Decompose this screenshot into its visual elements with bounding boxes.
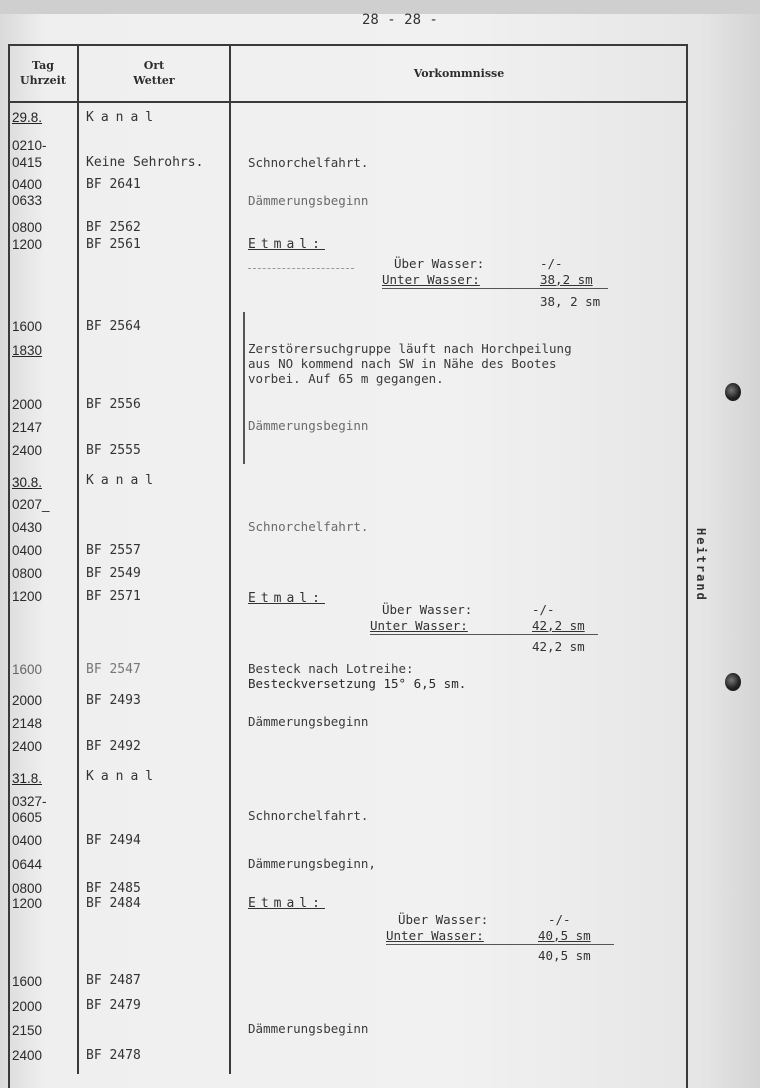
event-cell: Dämmerungsbeginn [248, 1021, 369, 1036]
etmal-heading: Etmal: [248, 237, 325, 252]
table-left-border [8, 44, 10, 1088]
position-cell: BF 2493 [86, 693, 141, 708]
punch-hole [725, 383, 741, 401]
position-cell: BF 2557 [86, 543, 141, 558]
position-cell: Keine Sehrohrs. [86, 155, 204, 170]
etmal-under-label: Unter Wasser: [382, 272, 480, 287]
time-cell: 2400 [12, 443, 43, 458]
event-cell: vorbei. Auf 65 m gegangen. [248, 371, 444, 386]
time-cell: 0415 [12, 155, 43, 170]
time-cell: 0210- [12, 138, 47, 153]
etmal-over-label: Über Wasser: [394, 256, 485, 271]
position-cell: BF 2478 [86, 1048, 141, 1063]
header-tag-uhrzeit [10, 58, 76, 88]
etmal-under-label: Unter Wasser: [370, 618, 468, 633]
header-ort: Ort [143, 59, 165, 72]
position-cell: BF 2479 [86, 998, 141, 1013]
day-location: Kanal [86, 110, 161, 125]
time-cell: 1600 [12, 974, 43, 989]
etmal-over-value: -/- [540, 256, 563, 271]
time-cell: 0207_ [12, 497, 50, 512]
column-divider-2 [229, 44, 231, 1074]
time-cell: 2400 [12, 739, 43, 754]
time-cell: 1600 [12, 319, 43, 334]
table-top-border [8, 44, 688, 46]
etmal-heading: Etmal: [248, 896, 325, 911]
day-date: 30.8. [12, 475, 43, 490]
position-cell: BF 2641 [86, 177, 141, 192]
time-cell: 1200 [12, 589, 43, 604]
margin-bracket [243, 312, 245, 464]
event-cell: Schnorchelfahrt. [248, 519, 369, 534]
time-cell: 0605 [12, 810, 43, 825]
time-cell: 0327- [12, 794, 47, 809]
header-ort-wetter [80, 58, 228, 88]
event-cell: Dämmerungsbeginn [248, 193, 369, 208]
etmal-sum-rule [386, 944, 614, 945]
header-vorkommnisse: Vorkommnisse [413, 67, 505, 80]
time-cell: 1200 [12, 896, 43, 911]
position-cell: BF 2555 [86, 443, 141, 458]
day-date: 29.8. [12, 110, 43, 125]
event-cell: Schnorchelfahrt. [248, 155, 369, 170]
time-cell: 0800 [12, 881, 43, 896]
time-cell: 0400 [12, 833, 43, 848]
position-cell: BF 2561 [86, 237, 141, 252]
position-cell: BF 2547 [86, 662, 141, 677]
etmal-over-value: -/- [548, 912, 571, 927]
position-cell: BF 2562 [86, 220, 141, 235]
table-right-border [686, 44, 688, 1088]
etmal-sum-rule [382, 288, 608, 289]
punch-hole [725, 673, 741, 691]
time-cell: 2000 [12, 999, 43, 1014]
etmal-under-label: Unter Wasser: [386, 928, 484, 943]
header-bottom-border [8, 101, 688, 103]
position-cell: BF 2556 [86, 397, 141, 412]
etmal-over-label: Über Wasser: [398, 912, 489, 927]
header-wetter: Wetter [133, 74, 175, 87]
day-location: Kanal [86, 473, 161, 488]
time-cell: 0400 [12, 177, 43, 192]
event-cell: Zerstörersuchgruppe läuft nach Horchpeilung [248, 341, 572, 356]
event-cell: Dämmerungsbeginn [248, 418, 369, 433]
etmal-total: 40,5 sm [538, 948, 591, 963]
time-cell: 0800 [12, 566, 43, 581]
time-cell: 0400 [12, 543, 43, 558]
position-cell: BF 2564 [86, 319, 141, 334]
event-cell: Besteckversetzung 15° 6,5 sm. [248, 676, 467, 691]
time-cell: 2400 [12, 1048, 43, 1063]
position-cell: BF 2485 [86, 881, 141, 896]
etmal-total: 38, 2 sm [540, 294, 601, 309]
event-cell: aus NO kommend nach SW in Nähe des Bootes [248, 356, 557, 371]
position-cell: BF 2494 [86, 833, 141, 848]
event-cell: Dämmerungsbeginn, [248, 856, 376, 871]
day-date: 31.8. [12, 771, 43, 786]
time-cell: 1600 [12, 662, 43, 677]
header-uhrzeit: Uhrzeit [20, 74, 66, 87]
etmal-under-value: 40,5 sm [538, 928, 591, 943]
page-number: 28 - 28 - [362, 12, 438, 28]
event-cell: Schnorchelfahrt. [248, 808, 369, 823]
time-cell: 1830 [12, 343, 43, 358]
position-cell: BF 2492 [86, 739, 141, 754]
etmal-total: 42,2 sm [532, 639, 585, 654]
position-cell: BF 2487 [86, 973, 141, 988]
etmal-over-value: -/- [532, 602, 555, 617]
time-cell: 2147 [12, 420, 43, 435]
time-cell: 2000 [12, 693, 43, 708]
day-location: Kanal [86, 769, 161, 784]
etmal-over-label: Über Wasser: [382, 602, 473, 617]
time-cell: 0800 [12, 220, 43, 235]
position-cell: BF 2549 [86, 566, 141, 581]
event-cell: Dämmerungsbeginn [248, 714, 369, 729]
header-tag: Tag [32, 59, 54, 72]
time-cell: 2148 [12, 716, 43, 731]
time-cell: 0644 [12, 857, 43, 872]
etmal-under-value: 42,2 sm [532, 618, 585, 633]
time-cell: 0430 [12, 520, 43, 535]
etmal-sum-rule [370, 634, 598, 635]
time-cell: 2000 [12, 397, 43, 412]
etmal-under-value: 38,2 sm [540, 272, 593, 287]
margin-side-note: Heitrand [694, 528, 708, 602]
time-cell: 1200 [12, 237, 43, 252]
event-cell: Besteck nach Lotreihe: [248, 661, 414, 676]
position-cell: BF 2571 [86, 589, 141, 604]
column-divider-1 [77, 44, 79, 1074]
time-cell: 0633 [12, 193, 43, 208]
etmal-heading: Etmal: [248, 591, 325, 606]
time-cell: 2150 [12, 1023, 43, 1038]
dash-rule [248, 268, 354, 269]
position-cell: BF 2484 [86, 896, 141, 911]
